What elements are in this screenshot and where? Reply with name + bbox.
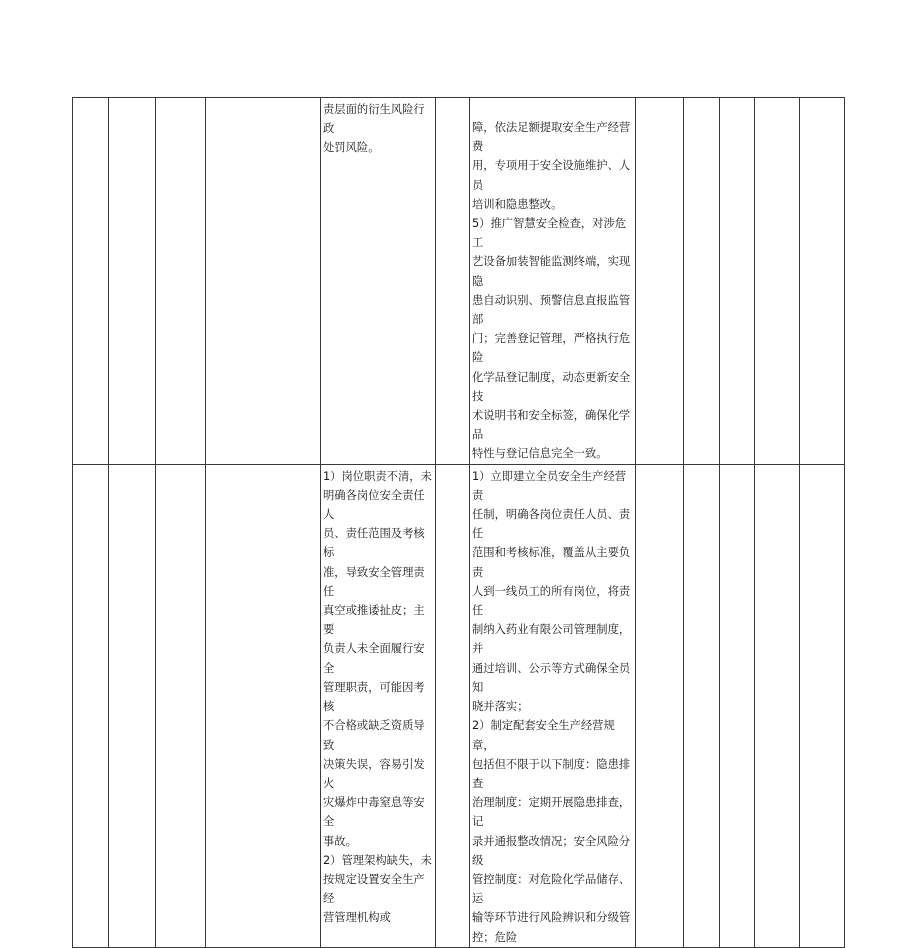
table-row — [73, 98, 845, 465]
table-cell — [636, 464, 684, 947]
risk-description-text: 责层面的衍生风险行政 处罚风险。 — [323, 103, 425, 155]
table-cell — [755, 464, 800, 947]
table-cell — [684, 98, 720, 465]
table-cell — [109, 464, 156, 947]
control-measure-text: 1）立即建立全员安全生产经营责 任制，明确各岗位责任人员、责任 范围和考核标准，覆盖从主要负责 人到一线员工的所有岗位，将责任 制纳入药业有限公司管理制度，并 通过培训、公示等方式确保全员知 晓并落实； 2）制定配套安全生产经营规章， 包括但不限于以下制度：隐患排查 治理制度：定期开展隐患排查，记 录并通报整改情况；安全风险分级 管控制度：对危险化学品储存、运 输等环节进行风险辨识和分级管 控；危险 — [472, 469, 631, 944]
control-measure-text: 障，依法足额提取安全生产经营费 用，专项用于安全设施维护、人员 培训和隐患整改。 5）推广智慧安全检查，对涉危工 艺设备加装智能监测终端，实现隐 患自动识别、预警信息直报监管部 门；完善登记管理，严格执行危险 化学品登记制度，动态更新安全技 术说明书和安全标签，确保化学品 特性与登记信息完全一致。 — [472, 121, 631, 461]
table-cell — [156, 464, 206, 947]
risk-description-cell — [321, 464, 436, 947]
risk-control-table — [72, 97, 845, 948]
table-cell — [720, 98, 755, 465]
risk-description-text: 1）岗位职责不清，未 明确各岗位安全责任人 员、责任范围及考核标 准，导致安全管理责任 真空或推诿扯皮；主要 负责人未全面履行安全 管理职责，可能因考核 不合格或缺乏资质导致 决策失误，容易引发火 灾爆炸中毒窒息等安全 事故。 2）管理架构缺失，未 按规定设置安全生产经 营管理机构或 — [323, 469, 432, 925]
table-cell — [109, 98, 156, 465]
table-cell — [684, 464, 720, 947]
table-cell — [755, 98, 800, 465]
control-measure-cell — [470, 464, 636, 947]
table-cell — [73, 464, 109, 947]
table-cell — [156, 98, 206, 465]
table-cell — [73, 98, 109, 465]
table-row — [73, 464, 845, 947]
table-cell — [436, 464, 470, 947]
risk-description-cell — [321, 98, 436, 465]
table-cell — [800, 98, 845, 465]
control-measure-cell — [470, 98, 636, 465]
table-cell — [800, 464, 845, 947]
table-cell — [206, 98, 321, 465]
table-cell — [636, 98, 684, 465]
table-cell — [720, 464, 755, 947]
table-cell — [206, 464, 321, 947]
table-cell — [436, 98, 470, 465]
